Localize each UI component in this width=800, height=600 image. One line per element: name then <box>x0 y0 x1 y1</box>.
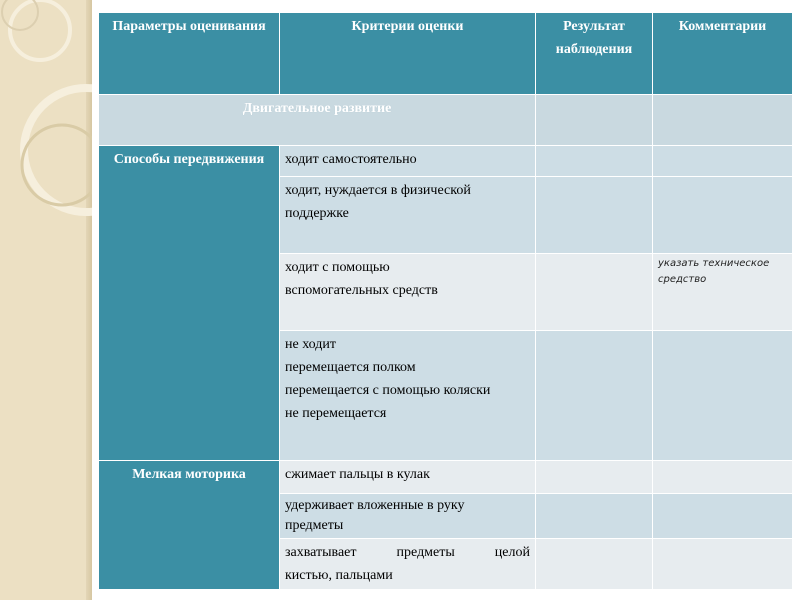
criteria-line: удерживает вложенные в руку <box>285 498 465 513</box>
header-criteria: Критерии оценки <box>280 13 536 95</box>
criteria-line: не перемещается <box>285 406 387 421</box>
result-cell[interactable] <box>536 254 653 331</box>
criteria-line: сжимает пальцы в кулак <box>285 467 430 482</box>
criteria-line: ходит самостоятельно <box>285 152 417 167</box>
criteria-cell <box>280 177 536 254</box>
header-parameters: Параметры оценивания <box>99 13 280 95</box>
criteria-line: перемещается с помощью коляски <box>285 383 491 398</box>
decorative-rings-icon <box>0 0 92 600</box>
result-cell[interactable] <box>536 331 653 461</box>
param-fine-motor: Мелкая моторика <box>99 461 280 590</box>
criteria-line: поддержке <box>285 206 349 221</box>
table-row <box>99 146 793 177</box>
criteria-cell <box>280 461 536 494</box>
criteria-line: ходит, нуждается в физической <box>285 183 471 198</box>
comment-cell[interactable] <box>653 494 793 539</box>
table-row <box>99 461 793 494</box>
result-cell[interactable] <box>536 146 653 177</box>
result-cell[interactable] <box>536 494 653 539</box>
criteria-cell <box>280 539 536 590</box>
assessment-table <box>98 12 793 590</box>
criteria-cell <box>280 146 536 177</box>
result-cell[interactable] <box>536 461 653 494</box>
criteria-line: ходит с помощью <box>285 260 390 275</box>
criteria-cell <box>280 331 536 461</box>
header-result: Результат наблюдения <box>536 13 653 95</box>
criteria-line: вспомогательных средств <box>285 283 438 298</box>
result-cell[interactable] <box>536 177 653 254</box>
comment-cell[interactable] <box>653 461 793 494</box>
section-comment-cell <box>653 95 793 146</box>
section-row <box>99 95 793 146</box>
header-comments: Комментарии <box>653 13 793 95</box>
section-title: Двигательное развитие <box>99 95 536 146</box>
criteria-cell <box>280 254 536 331</box>
comment-cell[interactable] <box>653 146 793 177</box>
criteria-line: предметы <box>285 518 344 533</box>
result-cell[interactable] <box>536 539 653 590</box>
criteria-line: перемещается полком <box>285 360 416 375</box>
criteria-line: захватывает предметы целой <box>285 545 530 560</box>
comment-cell[interactable]: указать техническое средство <box>653 254 793 331</box>
comment-cell[interactable] <box>653 177 793 254</box>
header-row <box>99 13 793 95</box>
section-result-cell <box>536 95 653 146</box>
criteria-cell <box>280 494 536 539</box>
criteria-line: кистью, пальцами <box>285 568 393 583</box>
decorative-left-strip <box>0 0 92 600</box>
param-locomotion: Способы передвижения <box>99 146 280 461</box>
criteria-line: не ходит <box>285 337 337 352</box>
comment-cell[interactable] <box>653 539 793 590</box>
comment-cell[interactable] <box>653 331 793 461</box>
